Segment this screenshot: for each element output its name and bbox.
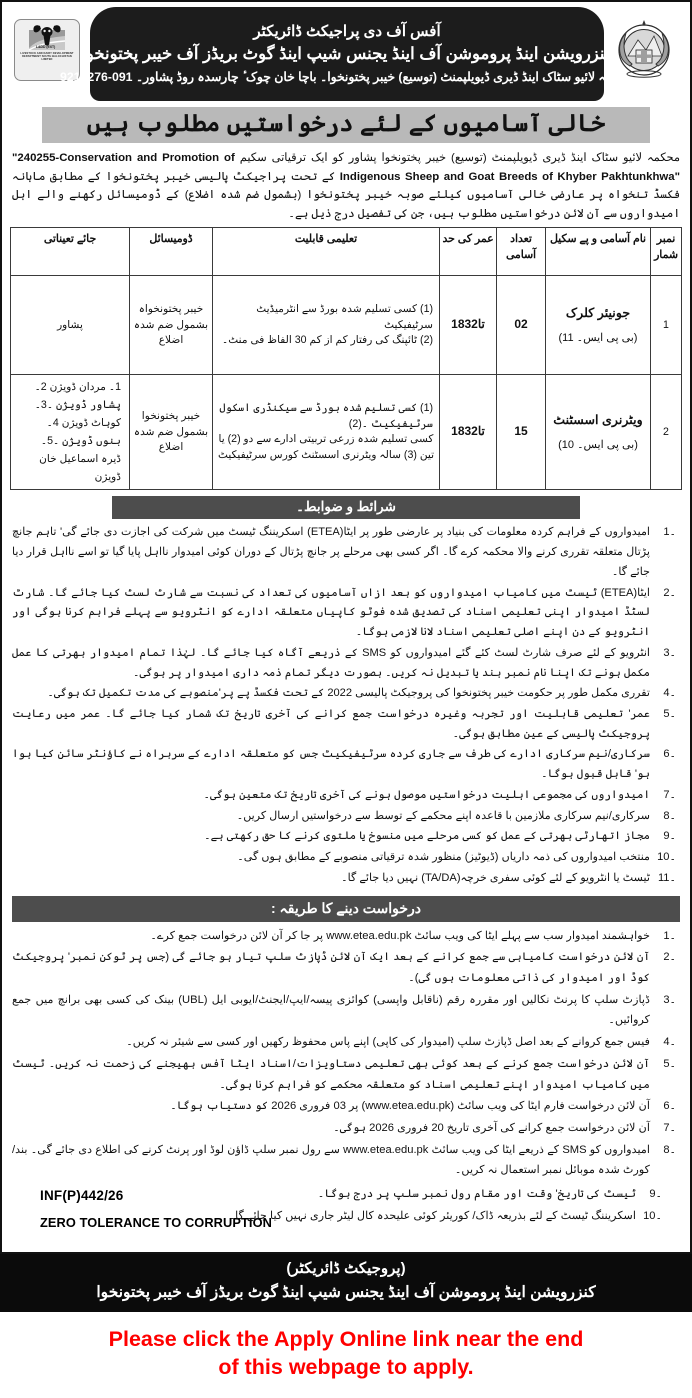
term-text: انٹرویو کے لئے صرف شارٹ لسٹ کئے گئے امیدواروں کو SMS کے ذریعے آگاہ کیا جائے گا۔ لہٰذا تمام امیدوار بھرتی کا عمل مکمل ہونے تک اپنا نام نمبر بند یا تبدیل نہ کریں۔ بصورت دیگر تمام ذمہ داری امیدوار پر ہوگی۔	[12, 646, 651, 679]
domicile-line: خیبر پختونخوا	[141, 410, 201, 423]
domicile-line: اضلاع	[158, 440, 184, 453]
cell-qualification	[213, 276, 440, 375]
qual-line: (2) ٹائپنگ کی رفتار کم از کم 30 الفاظ فی منٹ۔	[222, 333, 433, 346]
project-title-urdu: کنزرویشن اینڈ پروموشن آف اینڈ یجنس شیپ اینڈ گوٹ بریڈز آف خیبر پختونخوا	[81, 45, 613, 64]
jobs-table-wrapper	[2, 227, 690, 492]
col-header-age: عمر کی حد	[440, 228, 497, 276]
zero-tolerance-slogan: ZERO TOLERANCE TO CORRUPTION	[40, 1215, 272, 1231]
bull-head-icon	[27, 22, 67, 52]
list-item	[12, 684, 676, 704]
table-row	[11, 276, 682, 375]
post-name: جونیئر کلرک	[565, 305, 631, 320]
post-name: ویٹرنری اسسٹنٹ	[553, 412, 643, 427]
domicile-line: خیبر پختونخواہ	[138, 303, 204, 316]
apply-text: ڈپازٹ سلپ کا پرنٹ نکالیں اور مقررہ رقم (ناقابل واپسی) کوائزی پیسہ/ایپ/ایجنٹ/ایوبی ایل (UBL) بینک کی کسی بھی برانچ میں جمع کروائیں۔	[12, 993, 650, 1027]
intro-part2: کے تحت پراجیکٹ پالیسی خیبر پختونخوا کے مطابق ماہانہ فکسڈ تنخواہ پر عارضی خالی آسامیوں کیلئے صوبہ خیبر پختونخوا (بشمول ضم شدہ اضلاع) کے ڈومیسائل رکھنے والے اہل امیدواروں سے آن لائن درخواستیں مطلوب ہیں، جن کی تفصیل درج ذیل ہے۔	[12, 170, 680, 220]
intro-paragraph	[2, 143, 690, 227]
apply-text: اسکریننگ ٹیسٹ کے لئے بذریعہ ڈاک/ کوریئر کوئی علیحدہ کال لیٹر جاری نہیں کیا جائے گا۔	[228, 1209, 636, 1222]
term-text: تقرری مکمل طور پر حکومت خیبر پختونخوا کی پروجیکٹ پالیسی 2022 کے تحت فکسڈ پے پر'منصوبے کی مدت تکمیل تک ہوگی۔	[47, 687, 650, 700]
domicile-line: اضلاع	[158, 333, 184, 346]
list-item	[12, 827, 676, 847]
cell-post	[546, 375, 651, 490]
list-item	[12, 786, 676, 806]
apply-text: امیدواروں کو SMS کے ذریعے ایٹا کی ویب سائٹ www.etea.edu.pk سے رول نمبر سلپ ڈاؤن لوڈ اور پرنٹ کرنے کی اطلاع دی جائے گی۔ بند/کورٹ شدہ موبائل نمبر استعمال نہ کریں۔	[12, 1143, 650, 1177]
jobs-table-body	[11, 276, 682, 490]
qual-line: تین (3) سالہ ویٹرنری اسسٹنٹ کورس سرٹیفیکیٹ	[217, 448, 435, 461]
terms-list	[2, 521, 690, 891]
qual-line: کسی تسلیم شدہ زرعی تربیتی ادارے سے دو (2) یا	[218, 433, 434, 446]
qual-line: (1) کسی تسلیم شدہ بورڈ سے سیکنڈری اسکول سرٹیفیکیٹ ۔(2)	[219, 402, 433, 430]
cell-domicile	[130, 276, 213, 375]
list-item	[12, 584, 676, 643]
notice-line-2: of this webpage to apply.	[218, 1355, 474, 1380]
apply-text: ٹیسٹ کی تاریخ' وقت اور مقام رول نمبر سلپ پر درج ہوگا۔	[317, 1188, 636, 1201]
jobs-table	[10, 227, 682, 490]
cell-age	[440, 276, 497, 375]
department-address-phone: محکمہ لائیو سٹاک اینڈ ڈیری ڈیویلپمنٹ (توسیع) خیبر پختونخوا۔ باچا خان چوک ٔ چارسدہ روڈ پشاور۔ 091-9210276	[60, 70, 634, 85]
term-text: عمر' تعلیمی قابلیت اور تجربہ وغیرہ درخواست جمع کرانے کی آخری تاریخ تک شمار کیا جائے گا۔ عمر میں رعایت پروجیکٹ پالیسی کے عین مطابق ہوگی۔	[12, 708, 650, 740]
headline-bar	[42, 107, 650, 143]
domicile-line: بشمول ضم شدہ	[133, 425, 209, 438]
term-text: امیدواروں کے فراہم کردہ معلومات کی بنیاد پر عارضی طور پر ایٹا(ETEA) اسکریننگ ٹیسٹ میں شرکت کی اجازت دی جائے گی' تاہم جانچ پڑتال متعلقہ تقرری کرنے والا محکمہ کرے گا۔ اگر کسی بھی مرحلے پر جانچ پڑتال کے دوران کوئی امیدوار نااہل پایا گیا تو اسے نااہل قرار دیا جائے گا۔	[12, 526, 650, 578]
masthead	[2, 2, 690, 104]
list-item	[12, 745, 676, 784]
table-row	[11, 375, 682, 490]
age-value: 18تا32	[451, 424, 485, 439]
col-header-sr: نمبر شمار	[651, 228, 682, 276]
inf-number: INF(P)442/26	[40, 1188, 124, 1204]
list-item	[12, 990, 676, 1031]
place-line: ڈیرہ اسماعیل خان ڈویژن	[39, 453, 121, 484]
signature-block	[0, 1254, 692, 1312]
cell-place	[11, 276, 130, 375]
cell-count	[497, 375, 546, 490]
jobs-table-head	[11, 228, 682, 276]
apply-online-notice	[0, 1312, 692, 1398]
cell-sr: 1	[651, 276, 682, 375]
apply-text: آن لائن درخواست فارم ایٹا کی ویب سائٹ (www.etea.edu.pk) پر 03 فروری 2026 کو دستیاب ہوگا۔	[170, 1100, 650, 1113]
count-value: 15	[514, 424, 528, 439]
post-bps: (بی پی ایس۔ 11)	[558, 331, 638, 344]
apply-text: آن لائن درخواست جمع کرانے کی آخری تاریخ 20 فروری 2026 ہوگی۔	[333, 1121, 650, 1134]
list-item	[22, 1184, 662, 1205]
cell-count	[497, 276, 546, 375]
svg-text:L&DD (EXT): L&DD (EXT)	[36, 45, 56, 49]
term-text: ایٹا(ETEA) ٹیسٹ میں کامیاب امیدواروں کو بعد ازاں آسامیوں کی تعداد کی نسبت سے شارٹ لسٹ کیا جائے گا۔ شارٹ لسٹڈ امیدوار اپنی تعلیمی اسناد کی تصدیق شدہ فوٹو کاپیاں متعلقہ ادارے کو انٹرویو سے پہلے فراہم کرنا ہوگی اور انٹرویو کے دن اپنے اصلی تعلیمی اسناد لانا لازمی ہوگا۔	[12, 586, 650, 639]
footer-right-block	[12, 1184, 680, 1229]
place-line: 1۔ مردان ڈویژن 2۔ پشاور ڈویژن ۔3۔	[34, 381, 121, 412]
masthead-black-panel	[60, 7, 634, 101]
list-item	[12, 807, 676, 827]
term-text: سرکاری/نیم سرکاری ملازمین با قاعدہ اپنے محکمے کے توسط سے درخواستیں ارسال کریں۔	[236, 809, 650, 822]
intro-part1: محکمہ لائیو سٹاک اینڈ ڈیری ڈیویلپمنٹ (توسیع) خیبر پختونخوا پشاور کو ایک ترقیاتی سکیم	[239, 152, 680, 165]
age-value: 18تا32	[451, 317, 485, 332]
list-item	[12, 926, 676, 947]
organization-name-footer: کنزرویشن اینڈ پروموشن آف اینڈ یجنس شیپ اینڈ گوٹ بریڈز آف خیبر پختونخوا	[96, 1284, 596, 1302]
col-header-post: نام آسامی و پے سکیل	[546, 228, 651, 276]
term-text: مجاز اتھارٹی بھرتی کے عمل کو کسی مرحلے میں منسوخ یا ملتوی کرنے کا حق رکھتی ہے۔	[204, 830, 650, 843]
office-of-project-director: آفس آف دی پراجیکٹ ڈائریکٹر	[253, 23, 441, 41]
term-text: منتخب امیدواروں کی ذمہ داریاں (ڈیوٹیز) منظور شدہ ترقیاتی منصوبے کے مطابق ہوں گی۔	[237, 851, 650, 864]
qual-line: (1) کسی تسلیم شدہ بورڈ سے انٹرمیڈیٹ سرٹیفیکیٹ	[256, 303, 433, 331]
place-line: پشاور	[57, 318, 83, 331]
term-text: سرکاری/نیم سرکاری ادارے کی طرف سے جاری کردہ سرٹیفیکیٹ جس کو متعلقہ ادارے کے سربراہ نے کاؤنٹر سائن کیا ہوا ہو' قابل قبول ہوگا۔	[12, 748, 650, 781]
list-item	[12, 848, 676, 868]
term-text: ٹیسٹ یا انٹرویو کے لئے کوئی سفری خرچہ(TA/DA) نہیں دیا جائے گا۔	[341, 871, 650, 884]
list-item	[12, 1032, 676, 1053]
footer-row	[2, 1184, 690, 1252]
cell-post	[546, 276, 651, 375]
logo-caption: LIVESTOCK AND DAIRY DEVELOPMENT DEPARTMENT SOUTH BALOCHISTAN LIMITED	[20, 52, 74, 62]
list-item	[12, 523, 676, 582]
col-header-qualification: تعلیمی قابلیت	[213, 228, 440, 276]
scheme-name-english: "240255-Conservation and Promotion of Indigenous Sheep and Goat Breeds of Khyber Pakhtunkhwa"	[12, 152, 681, 183]
cell-age	[440, 375, 497, 490]
list-item	[12, 705, 676, 744]
col-header-place: جائے تعیناتی	[11, 228, 130, 276]
col-header-domicile: ڈومیسائل	[130, 228, 213, 276]
count-value: 02	[514, 317, 528, 332]
headline-text: خالی آسامیوں کے لئے درخواستیں مطلوب ہیں	[86, 110, 606, 137]
post-bps: (بی پی ایس۔ 10)	[558, 438, 638, 451]
list-item	[12, 1096, 676, 1117]
place-line: کوہاٹ ڈویژن 4۔ بنوں ڈویژن ۔5۔	[40, 417, 121, 448]
list-item	[12, 1054, 676, 1095]
cell-domicile	[130, 375, 213, 490]
cell-sr: 2	[651, 375, 682, 490]
apply-text: فیس جمع کروانے کے بعد اصل ڈپازٹ سلپ (امیدوار کی کاپی) اپنے پاس محفوظ رکھیں اور کسی سے شیئر نہ کریں۔	[126, 1036, 650, 1049]
list-item	[12, 1118, 676, 1139]
apply-section-bar: درخواست دینے کا طریقہ :	[12, 896, 680, 922]
apply-text: آن لائن درخواست کامیابی سے جمع کرانے کے بعد ایک آن لائن ڈپازٹ سلپ تیار ہو جائے گی (جس پر ٹوکن نمبر' پروجیکٹ کوڈ اور امیدوار کی ذاتی معلومات ہوں گی)۔	[12, 951, 650, 984]
list-item	[22, 1206, 662, 1227]
apply-list-continued	[12, 1184, 676, 1229]
apply-text: آن لائن درخواست جمع کرنے کے بعد کوئی بھی تعلیمی دستاویزات/اسناد ایٹا آفس بھیجنے کی زحمت نہ کریں۔ ٹیسٹ میں کامیاب امیدوار اپنے تعلیمی اسناد کو متعلقہ محکمے کو فراہم کرنا ہوگی۔	[12, 1057, 650, 1091]
apply-text: خواہشمند امیدوار سب سے پہلے ایٹا کی ویب سائٹ www.etea.edu.pk پر جا کر آن لائن درخواست جمع کرے۔	[150, 929, 650, 942]
project-director-signature: (پروجیکٹ ڈائریکٹر)	[286, 1260, 406, 1278]
list-item	[12, 947, 676, 988]
cell-qualification	[213, 375, 440, 490]
table-header-row	[11, 228, 682, 276]
terms-section-bar: شرائط و ضوابط۔	[112, 496, 580, 519]
col-header-count: تعداد آسامی	[497, 228, 546, 276]
apply-list	[2, 924, 690, 1185]
cell-place	[11, 375, 130, 490]
list-item	[12, 869, 676, 889]
list-item	[12, 1140, 676, 1181]
notice-line-1: Please click the Apply Online link near the end	[108, 1327, 584, 1352]
list-item	[12, 644, 676, 683]
domicile-line: بشمول ضم شدہ	[133, 318, 209, 331]
term-text: امیدواروں کی مجموعی اہلیت درخواستیں موصول ہونے کی آخری تاریخ تک متعین ہوگی۔	[203, 788, 650, 801]
